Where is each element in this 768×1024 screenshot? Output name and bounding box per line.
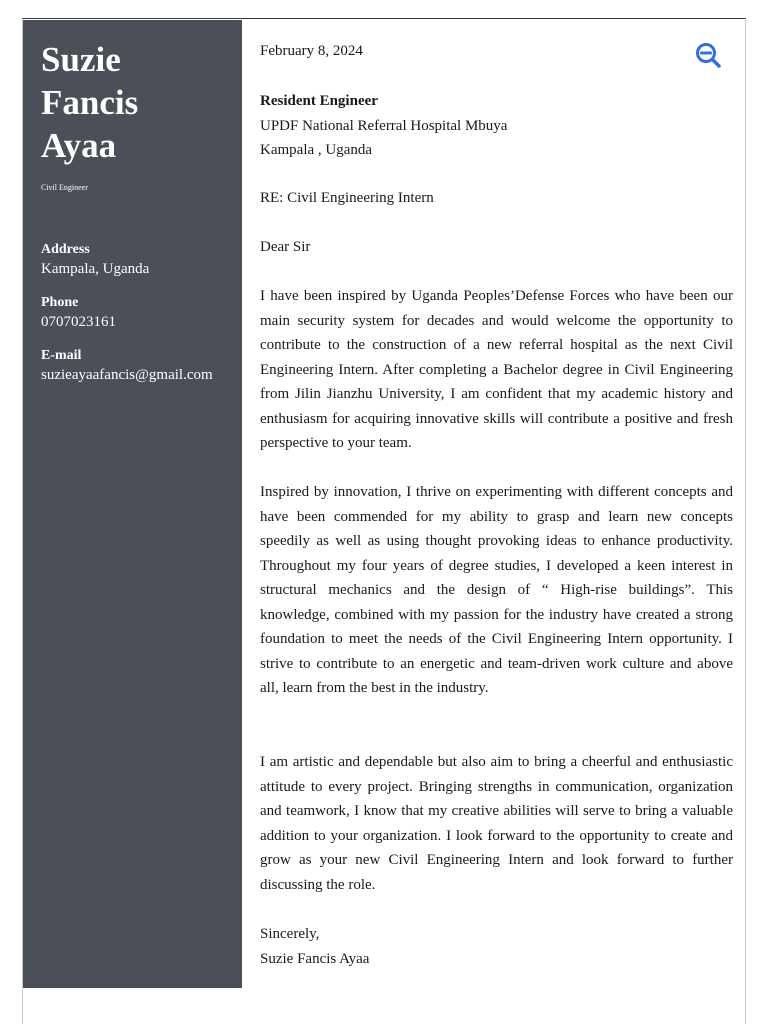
paragraph-3: I am artistic and dependable but also aim to bring a cheerful and enthusiastic attitude to every project. Bringing strengths in communication, organization and teamwork, I know that my creative abilities will serve to bring a valuable addition to your organization. I look forward to the opportunity to create and grow as your new Civil Engineering Intern and look forward to further discussing the role.	[260, 754, 733, 893]
name-line-middle: Fancis	[41, 83, 139, 122]
email-label: E-mail	[41, 348, 82, 363]
zoom-out-icon	[694, 41, 724, 71]
recipient-org: UPDF National Referral Hospital Mbuya	[260, 117, 508, 134]
document-page	[22, 18, 746, 1024]
address-value: Kampala, Uganda	[41, 261, 150, 277]
paragraph-2: Inspired by innovation, I thrive on experimenting with different concepts and have been commended for my ability to grasp and learn new concepts speedily as well as using thought provoking ideas to enhance productivity. Throughout my four years of degree studies, I developed a keen interest in structural mechanics and the design of “ High-rise buildings”. This knowledge, combined with my passion for the industry have created a strong foundation to meet the needs of the Civil Engineering Intern opportunity. I strive to contribute to an energetic and team-driven work culture and above all, learn from the best in the industry.	[260, 484, 733, 696]
email-value: suzieayaafancis@gmail.com	[41, 367, 213, 383]
name-line-first: Suzie	[41, 40, 121, 79]
applicant-name	[41, 38, 224, 167]
applicant-role: Civil Engineer	[41, 183, 88, 192]
sidebar	[23, 20, 242, 988]
phone-label: Phone	[41, 295, 79, 310]
recipient-title: Resident Engineer	[260, 93, 378, 109]
address-label: Address	[41, 242, 90, 257]
zoom-out-button[interactable]	[694, 41, 724, 71]
signature-name: Suzie Fancis Ayaa	[260, 950, 370, 967]
phone-value: 0707023161	[41, 314, 116, 330]
paragraph-1: I have been inspired by Uganda Peoples’Defense Forces who have been our main security system for decades and would welcome the opportunity to contribute to the construction of a new referral hospital as the next Civil Engineering Intern. After completing a Bachelor degree in Civil Engineering from Jilin Jianzhu University, I am confident that my academic history and enthusiasm for acquiring innovative skills will contribute a positive and fresh perspective to your team.	[260, 288, 733, 451]
salutation: Dear Sir	[260, 239, 311, 255]
recipient-city: Kampala , Uganda	[260, 142, 373, 158]
subject-line: RE: Civil Engineering Intern	[260, 190, 434, 206]
letter-date: February 8, 2024	[260, 43, 363, 59]
closing-block	[260, 922, 369, 971]
name-line-last: Ayaa	[41, 126, 117, 165]
recipient-block	[260, 89, 507, 163]
closing-text: Sincerely,	[260, 926, 320, 942]
